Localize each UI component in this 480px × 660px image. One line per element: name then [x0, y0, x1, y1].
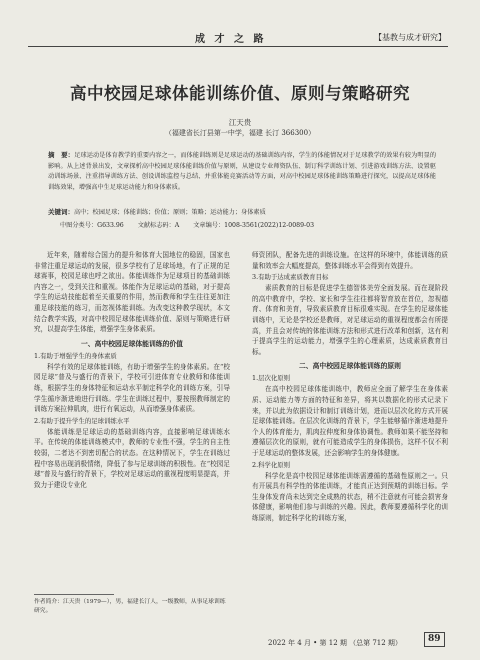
article-number: 文章编号：1008-3561(2022)12-0089-03: [193, 222, 315, 229]
abstract: [48, 150, 436, 193]
right-column: [252, 250, 448, 523]
body-paragraph: 体能训练是足球运动的基础训练内容，直接影响足球训练水平。在传统的体能训练模式中，教师的专业性不强，学生的自主性较弱，二者达不到密切配合的状态。在这种情况下，学生在训练过程中容易出现消极情绪，降低了参与足球训练的积极性。在“校园足球”普及与盛行的背景下，学校对足球运动的重视程度明显提高，并致力于建设专业化: [34, 427, 230, 489]
subsection-heading: 2.科学化原则: [252, 460, 291, 469]
left-column: [34, 250, 230, 490]
keywords-text: 高中；校园足球；体能训练；价值；原则；策略；运动能力；身体素质: [74, 209, 266, 216]
journal-column-name: 成 才 之 路: [195, 34, 267, 45]
issue-info: 2022 年 4 月 • 第 12 期 （总第 712 期）: [268, 639, 402, 647]
document-code: 文献标志码：A: [137, 222, 180, 229]
class-number: 中图分类号：G633.96: [60, 222, 124, 229]
footnote-rule: [34, 594, 114, 595]
abstract-text: 足球运动是体育教学的重要内容之一，而体能训练则是足球运动的基础训练内容，学生的体能情况对于足球教学的效果有较为明显的影响。从上述背景出发，文章探析高中校园足球体能训练价值与原则，从建设专业师资队伍、制订科学训练计划、引进游戏训练方法、设置驱动训练场景、注重指导训练方法、创设训练监控与总结、并重体能竞赛活动等方面，对高中校园足球体能训练策略进行探究，以提高足球体能训练效果，增强高中生足球运动能力和身体素质。: [48, 152, 437, 191]
article-title: 高中校园足球体能训练价值、原则与策略研究: [70, 84, 410, 103]
body-paragraph: 科学有效的足球体能训练，有助于增强学生的身体素质。在“校园足球”普及与盛行的背景下，学校可引进体育专业教师和体能训练，根据学生的身体特征和运动水平制定科学化的训练方案，引导学生循序渐进地进行训练。学生在训练过程中，要按照教师制定的训练方案拉伸肌肉，进行有氧运动，从而增强身体素质。: [34, 362, 230, 414]
section-heading: 二、高中校园足球体能训练的原则: [299, 362, 401, 371]
section-tag: 【基教与成才研究】: [374, 33, 446, 42]
intro-paragraph: 近年来，随着综合国力的提升和体育大国地位的稳固，国家也非常注重足球运动的发展，很多学校有了足球场地，有了正规的足球赛事，校园足球也呼之欲出。体能训练作为足球项目的基础训练内容之一，受到关注和重视。体能作为足球运动的基础，对于提高学生的运动技能起着至关重要的作用，然而教师和学生往往更加注重足球技能的练习，而忽视体能训练。为改变这种教学现状，本文结合教学实践，对高中校园足球体能训练价值、原则与策略进行研究，以提高学生体能，增强学生身体素质。: [34, 251, 230, 334]
article-author: 江天贵: [228, 118, 252, 127]
subsection-heading: 2.有助于提升学生的足球训练水平: [34, 416, 130, 425]
body-paragraph: 在高中校园足球体能训练中，教师应全面了解学生在身体素质、运动能力等方面的特征和差异，将其以数据化的形式记录下来，并以此为依据设计和制订训练计划，进而以层次化的方式开展足球体能训练。在层次化训练的背景下，学生能够循序渐进地提升个人的体育能力，肌肉拉伸度和身体协调性。教师如果不能坚持和遵循层次化的原则，就有可能造成学生的身体损伤，这样不仅不利于足球运动的整体发展，还会影响学生的身体健康。: [252, 385, 448, 457]
author-affiliation: （福建省长汀县第一中学，福建 长汀 366300）: [164, 129, 316, 137]
classification-line: [60, 220, 326, 229]
subsection-heading: 1.层次化原则: [252, 374, 291, 383]
body-paragraph: 科学化是高中校园足球体能训练需遵循的基础性原则之一。只有开展具有科学性的体能训练，才能真正达到预期的训练目标。学生身体发育尚未达到完全成熟的状态，稍不注意就有可能会损害身体健康，影响他们参与训练的兴趣。因此，教师要遵循科学化的训练原则，制定科学化的训练方案，: [252, 471, 448, 522]
author-footnote: 作者简介：江天贵（1979—），男，福建长汀人，一级教师，从事足球训练研究。: [34, 599, 226, 614]
keywords-label: 关键词：: [48, 208, 74, 216]
abstract-label: 摘 要：: [48, 151, 75, 159]
body-paragraph: 师资团队，配备先进的训练设施。在这样的环境中，体能训练的质量和效率会大幅度提高，整体训练水平会得到有效提升。: [252, 251, 448, 270]
subsection-heading: 3.有助于达成素质教育目标: [252, 273, 329, 282]
page-number: 89: [424, 632, 445, 647]
keywords: [48, 207, 436, 218]
header-rule: [28, 46, 448, 47]
section-heading: 一、高中校园足球体能训练的价值: [81, 339, 183, 348]
body-paragraph: 素质教育的目标是促进学生德智体美劳全面发展。而在现阶段的高中教育中，学校、家长和学生往往都将智育放在首位，忽视德育、体育和美育，导致素质教育目标很难实现。在学生的足球体能训练中，无论是学校还是教师，对足球运动的重视程度都会有所提高，并且会对传统的体能训练方法和形式进行改革和创新，这有利于提高学生的运动能力，增强学生的心理素质，达成素质教育目标。: [252, 284, 448, 356]
subsection-heading: 1.有助于增强学生的身体素质: [34, 351, 117, 360]
